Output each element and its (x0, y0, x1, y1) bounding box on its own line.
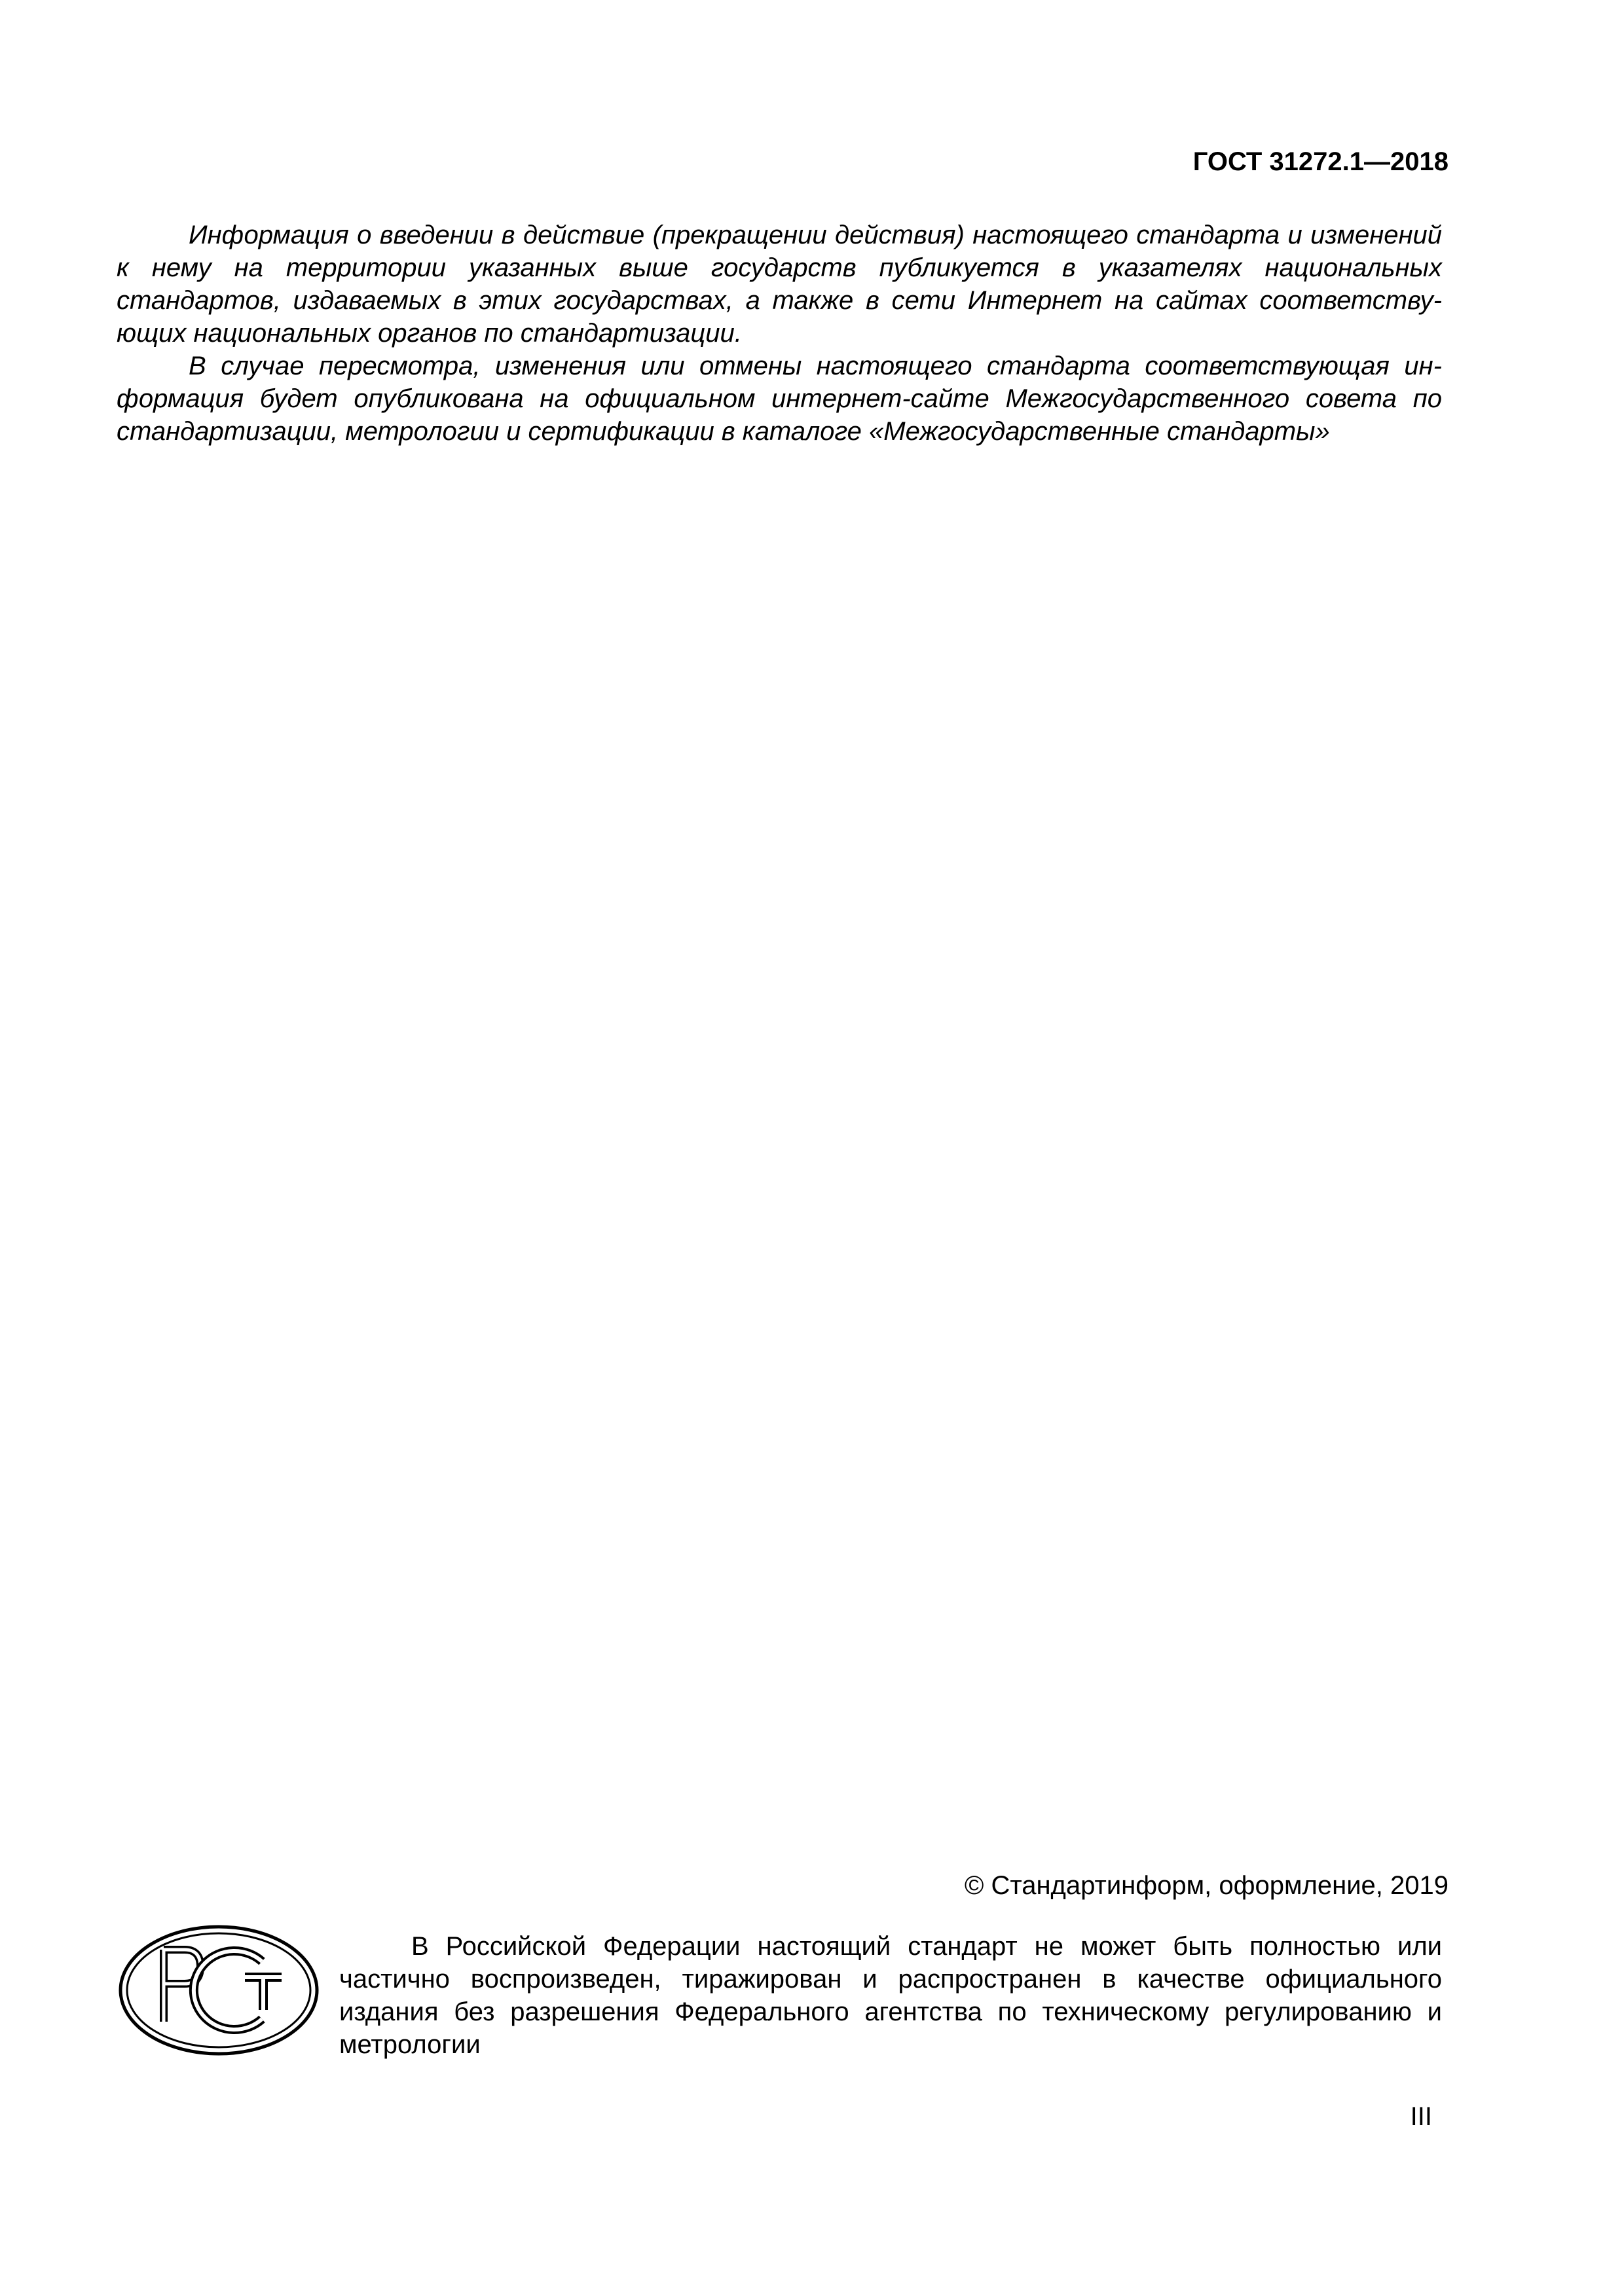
copyright-notice: © Стандартинформ, оформление, 2019 (964, 1871, 1449, 1900)
standard-code: ГОСТ 31272.1—2018 (1192, 147, 1449, 176)
paragraph-revision-info: В случае пересмотра, изменения или отмены настоящего стандарта соответствующая информация будет опубликована на официальном интернет-сайте Межгосударственного совета по стандартизации, метрологии и сертификации в каталоге «Межгосударственные стандарты» (117, 352, 1442, 446)
page-number: III (1410, 2102, 1432, 2131)
rst-certification-mark-icon (117, 1923, 321, 2057)
reproduction-notice (339, 1930, 1442, 2061)
body-text (117, 219, 1442, 448)
paragraph-introduction-info: Информация о введении в действие (прекращении действия) настоящего стандарта и изменений к нему на территории указанных выше государств публикуется в указателях национальных стандартов, издаваемых в этих государствах, а также в сети Интернет на сайтах соответствующих национальных органов по стандартизации. (117, 221, 1442, 348)
reproduction-notice-text: В Российской Федерации настоящий стандарт не может быть полностью или частично воспроизведен, тиражирован и распространен в качестве официального издания без разрешения Федерального агентства по техническому регулированию и метрологии (339, 1932, 1442, 2059)
